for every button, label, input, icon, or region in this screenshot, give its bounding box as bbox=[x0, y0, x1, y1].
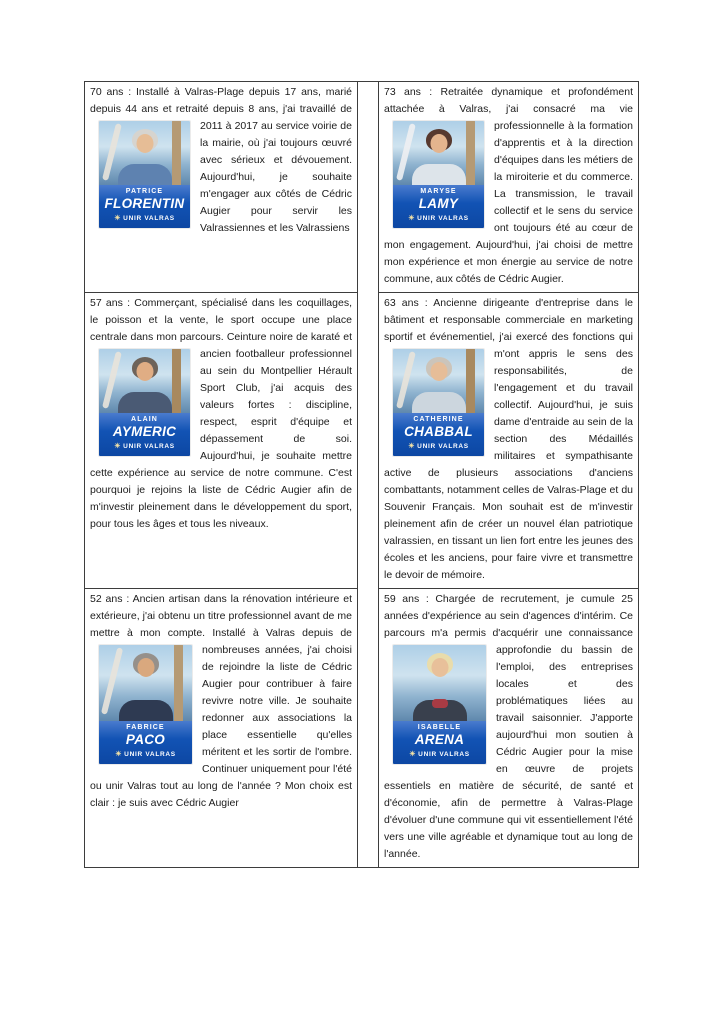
list-name bbox=[395, 443, 482, 451]
candidate-photo bbox=[99, 645, 192, 721]
candidate-card bbox=[99, 121, 190, 228]
avatar-face bbox=[430, 134, 447, 153]
card-name-banner bbox=[393, 413, 484, 456]
table-row bbox=[85, 82, 639, 293]
palm-tree bbox=[468, 645, 477, 721]
avatar-face bbox=[136, 362, 153, 381]
list-name-label: UNIR VALRAS bbox=[417, 443, 469, 450]
candidate-card bbox=[393, 645, 486, 764]
bio-text bbox=[384, 84, 633, 288]
bio-intro: 70 ans : Installé à Valras-Plage depuis 17 ans, marié depuis 44 ans et retraité depuis 8 ans, j'ai travaillé de bbox=[90, 86, 352, 115]
candidates-table bbox=[84, 81, 639, 868]
bio-intro: 73 ans : Retraitée dynamique et profondément attachée à Valras, j'ai consacré ma vie bbox=[384, 86, 633, 115]
bio-cell-arena bbox=[379, 589, 639, 868]
candidate-first-name: CATHERINE bbox=[413, 416, 464, 423]
bio-cell-lamy bbox=[379, 82, 639, 293]
bio-intro: 59 ans : Chargée de recrutement, je cumule 25 années d'expérience au sein d'agences d'intérim. Ce parcours m'a permis d'acquérir une connaissance bbox=[384, 593, 633, 639]
list-name-label: UNIR VALRAS bbox=[417, 215, 469, 222]
bio-text bbox=[384, 295, 633, 584]
bio-intro: 63 ans : Ancienne dirigeante d'entreprise dans le bâtiment et responsable commerciale en marketing sportif et événementiel, j'ai exercé des fonctions qui bbox=[384, 297, 633, 343]
bio-cell-paco bbox=[85, 589, 358, 868]
list-name-label: UNIR VALRAS bbox=[123, 443, 175, 450]
sun-icon: ☀ bbox=[114, 215, 122, 222]
bio-rest: footballeur professionnel au sein du Montpellier Hérault Sport Club, j'ai acquis des valeurs fortes : discipline, respect, esprit d'équipe et dépassement de soi. Aujourd'hui, je souhaite mettre cette expérience au service de notre commune. C'est pourquoi je rejoins la liste de Cédric Augier afin de m'investir pleinement dans le développement du sport, pour tous les âges et tous les niveaux. bbox=[90, 348, 352, 530]
candidate-last-name: PACO bbox=[125, 732, 166, 747]
list-name-label: UNIR VALRAS bbox=[418, 751, 470, 758]
palm-tree bbox=[172, 121, 181, 185]
bio-intro: 57 ans : Commerçant, spécialisé dans les coquillages, le poisson et la vente, le sport occupe une place centrale dans mon parcours. Ceinture noire de karaté et ancien bbox=[90, 297, 352, 360]
card-name-banner bbox=[393, 185, 484, 228]
sun-icon: ☀ bbox=[409, 751, 417, 758]
candidate-first-name: PATRICE bbox=[125, 188, 164, 195]
avatar-face bbox=[136, 134, 153, 153]
palm-tree bbox=[466, 349, 475, 413]
list-name bbox=[101, 443, 188, 451]
card-name-banner bbox=[99, 185, 190, 228]
sun-icon: ☀ bbox=[408, 215, 416, 222]
candidate-first-name: FABRICE bbox=[126, 724, 165, 731]
candidate-photo bbox=[393, 121, 484, 185]
sun-icon: ☀ bbox=[114, 443, 122, 450]
arch-structure bbox=[395, 647, 417, 715]
bio-cell-chabbal bbox=[379, 293, 639, 589]
sun-icon: ☀ bbox=[115, 751, 123, 758]
bio-rest: 2011 à 2017 au service voirie de la mairie, où j'ai toujours œuvré avec sérieux et dévouement. Aujourd'hui, je souhaite m'engager aux côtés de Cédric Augier pour servir les Valrassiennes et les Valrassiens bbox=[200, 120, 352, 234]
candidate-card bbox=[393, 349, 484, 456]
list-name-label: UNIR VALRAS bbox=[124, 751, 176, 758]
list-name bbox=[395, 751, 484, 759]
avatar-scarf bbox=[431, 391, 447, 400]
bio-rest: nombreuses années, j'ai choisi de rejoindre la liste de Cédric Augier pour contribuer à faire revivre notre ville. Je souhaite redonner aux associations la place essentielle qu'elles méritent et les sortir de l'ombre. Continuer uniquement pour l'été ou unir Valras tout au long de l'année ? Mon choix est clair : je suis avec Cédric Augier bbox=[90, 644, 352, 809]
avatar-scarf bbox=[431, 163, 447, 172]
bio-text bbox=[90, 295, 352, 533]
bio-rest: approfondie du bassin de l'emploi, des entreprises locales et des problématiques liées au travail saisonnier. J'apporte aujourd'hui mon soutien à Cédric Augier pour la mise en œuvre de projets essentiels en matière de sécurité, de santé et d'économie, afin de permettre à Valras-Plage d'évoluer d'une commune qui vit essentiellement l'été vers une ville agréable et dynamique tout au long de l'année. bbox=[384, 644, 633, 860]
card-name-banner bbox=[393, 721, 486, 764]
bio-cell-aymeric bbox=[85, 293, 358, 589]
candidate-last-name: CHABBAL bbox=[404, 424, 473, 439]
candidate-last-name: ARENA bbox=[414, 732, 465, 747]
avatar-scarf bbox=[137, 163, 153, 172]
list-name-label: UNIR VALRAS bbox=[123, 215, 175, 222]
candidate-photo bbox=[99, 349, 190, 413]
candidate-card bbox=[393, 121, 484, 228]
arch-structure bbox=[101, 647, 123, 715]
bio-rest: m'ont appris le sens des responsabilités, de l'engagement et du travail collectif. Aujourd'hui, je suis dame d'entraide au sein de la section des Médaillés militaires et sympathisante active de plusieurs associations d'anciens combattants, notamment celles de Valras-Plage et du Souvenir Français. Mon souhait est de m'investir pleinement afin de créer un nouvel élan patriotique valrassien, en tissant un lien fort entre les jeunes des écoles et les anciens, pour faire vivre et transmettre le devoir de mémoire. bbox=[384, 348, 633, 581]
bio-text bbox=[90, 84, 352, 237]
avatar-face bbox=[431, 658, 448, 677]
bio-text bbox=[384, 591, 633, 863]
candidate-card bbox=[99, 645, 192, 764]
candidate-last-name: LAMY bbox=[418, 196, 459, 211]
palm-tree bbox=[466, 121, 475, 185]
list-name bbox=[101, 215, 188, 223]
list-name bbox=[395, 215, 482, 223]
sun-icon: ☀ bbox=[408, 443, 416, 450]
candidate-first-name: ISABELLE bbox=[417, 724, 462, 731]
candidate-card bbox=[99, 349, 190, 456]
palm-tree bbox=[172, 349, 181, 413]
candidate-last-name: AYMERIC bbox=[112, 424, 177, 439]
avatar-face bbox=[430, 362, 447, 381]
card-name-banner bbox=[99, 721, 192, 764]
card-name-banner bbox=[99, 413, 190, 456]
avatar-scarf bbox=[138, 699, 154, 708]
candidate-photo bbox=[393, 349, 484, 413]
bio-rest: professionnelle à la formation d'apprentis et à la direction d'équipes dans les métiers de la miroiterie et du commerce. La transmission, le travail collectif et le sens du service ont toujours été au cœur de mon engagement. Aujourd'hui, j'ai choisi de mettre mon expérience et mon énergie au service de notre commune, aux côtés de Cédric Augier. bbox=[384, 120, 633, 285]
avatar-face bbox=[137, 658, 154, 677]
candidate-last-name: FLORENTIN bbox=[104, 196, 185, 211]
bio-cell-florentin bbox=[85, 82, 358, 293]
candidate-photo bbox=[393, 645, 486, 721]
bio-text bbox=[90, 591, 352, 812]
palm-tree bbox=[174, 645, 183, 721]
candidate-first-name: MARYSE bbox=[420, 188, 457, 195]
table-gutter bbox=[358, 82, 379, 868]
candidate-photo bbox=[99, 121, 190, 185]
avatar-scarf bbox=[432, 699, 448, 708]
list-name bbox=[101, 751, 190, 759]
candidate-first-name: ALAIN bbox=[131, 416, 158, 423]
avatar-scarf bbox=[137, 391, 153, 400]
bio-intro: 52 ans : Ancien artisan dans la rénovation intérieure et extérieure, j'ai obtenu un titre professionnel avant de me mettre à mon compte. Installé à Valras depuis de bbox=[90, 593, 352, 639]
